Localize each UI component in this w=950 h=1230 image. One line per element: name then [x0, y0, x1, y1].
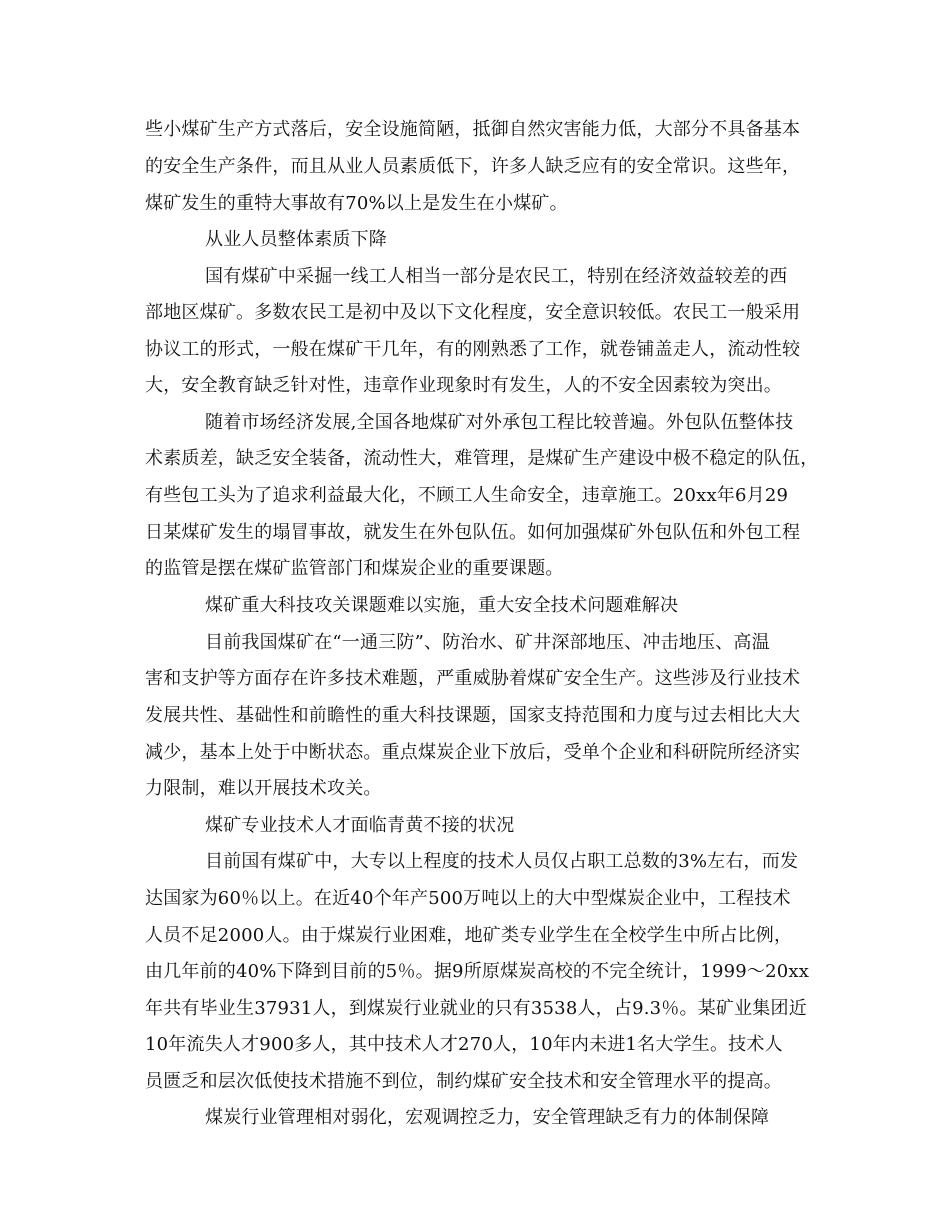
- paragraph-line: 目前我国煤矿在“一通三防”、防治水、矿井深部地压、冲击地压、高温: [205, 632, 770, 653]
- paragraph-line: 由几年前的40%下降到目前的5％。据9所原煤炭高校的不完全统计，1999～20xx: [145, 961, 810, 982]
- paragraph-line: 有些包工头为了追求利益最大化，不顾工人生命安全，违章施工。20xx年6月29: [145, 485, 789, 506]
- paragraph-line: 发展共性、基础性和前瞻性的重大科技课题，国家支持范围和力度与过去相比大大: [145, 705, 801, 726]
- paragraph-line: 的安全生产条件，而且从业人员素质低下，许多人缺乏应有的安全常识。这些年，: [145, 156, 801, 177]
- paragraph-line: 大，安全教育缺乏针对性，违章作业现象时有发生，人的不安全因素较为突出。: [145, 375, 782, 396]
- paragraph-line: 的监管是摆在煤矿监管部门和煤炭企业的重要课题。: [145, 558, 564, 579]
- paragraph-line: 力限制，难以开展技术攻关。: [145, 778, 382, 799]
- paragraph-line: 年共有毕业生37931人，到煤炭行业就业的只有3538人，占9.3％。某矿业集团近: [145, 998, 807, 1019]
- paragraph-line: 煤矿发生的重特大事故有70%以上是发生在小煤矿。: [145, 193, 568, 214]
- paragraph-line: 10年流失人才900多人，其中技术人才270人，10年内未进1名大学生。技术人: [145, 1034, 783, 1055]
- paragraph-line: 员匮乏和层次低使技术措施不到位，制约煤矿安全技术和安全管理水平的提高。: [145, 1071, 782, 1092]
- paragraph-line: 减少，基本上处于中断状态。重点煤炭企业下放后，受单个企业和科研院所经济实: [145, 742, 801, 763]
- paragraph-line: 部地区煤矿。多数农民工是初中及以下文化程度，安全意识较低。农民工一般采用: [145, 302, 801, 323]
- paragraph-line: 些小煤矿生产方式落后，安全设施简陋，抵御自然灾害能力低，大部分不具备基本: [145, 119, 801, 140]
- paragraph-line: 国有煤矿中采掘一线工人相当一部分是农民工，特别在经济效益较差的西: [205, 266, 788, 287]
- paragraph-line: 目前国有煤矿中，大专以上程度的技术人员仅占职工总数的3%左右，而发: [205, 851, 799, 872]
- paragraph-line: 协议工的形式，一般在煤矿干几年，有的刚熟悉了工作，就卷铺盖走人，流动性较: [145, 339, 801, 360]
- section-heading: 从业人员整体素质下降: [205, 229, 387, 250]
- paragraph-line: 日某煤矿发生的塌冒事故，就发生在外包队伍。如何加强煤矿外包队伍和外包工程: [145, 522, 801, 543]
- section-heading: 煤炭行业管理相对弱化，宏观调控乏力，安全管理缺乏有力的体制保障: [205, 1107, 770, 1128]
- paragraph-line: 随着市场经济发展,全国各地煤矿对外承包工程比较普遍。外包队伍整体技: [205, 412, 794, 433]
- paragraph-line: 人员不足2000人。由于煤炭行业困难，地矿类专业学生在全校学生中所占比例，: [145, 925, 793, 946]
- section-heading: 煤矿专业技术人才面临青黄不接的状况: [205, 815, 515, 836]
- section-heading: 煤矿重大科技攻关课题难以实施，重大安全技术问题难解决: [205, 595, 679, 616]
- paragraph-line: 害和支护等方面存在许多技术难题，严重威胁着煤矿安全生产。这些涉及行业技术: [145, 668, 801, 689]
- paragraph-line: 术素质差，缺乏安全装备，流动性大，难管理，是煤矿生产建设中极不稳定的队伍，: [145, 448, 819, 469]
- paragraph-line: 达国家为60％以上。在近40个年产500万吨以上的大中型煤炭企业中，工程技术: [145, 888, 791, 909]
